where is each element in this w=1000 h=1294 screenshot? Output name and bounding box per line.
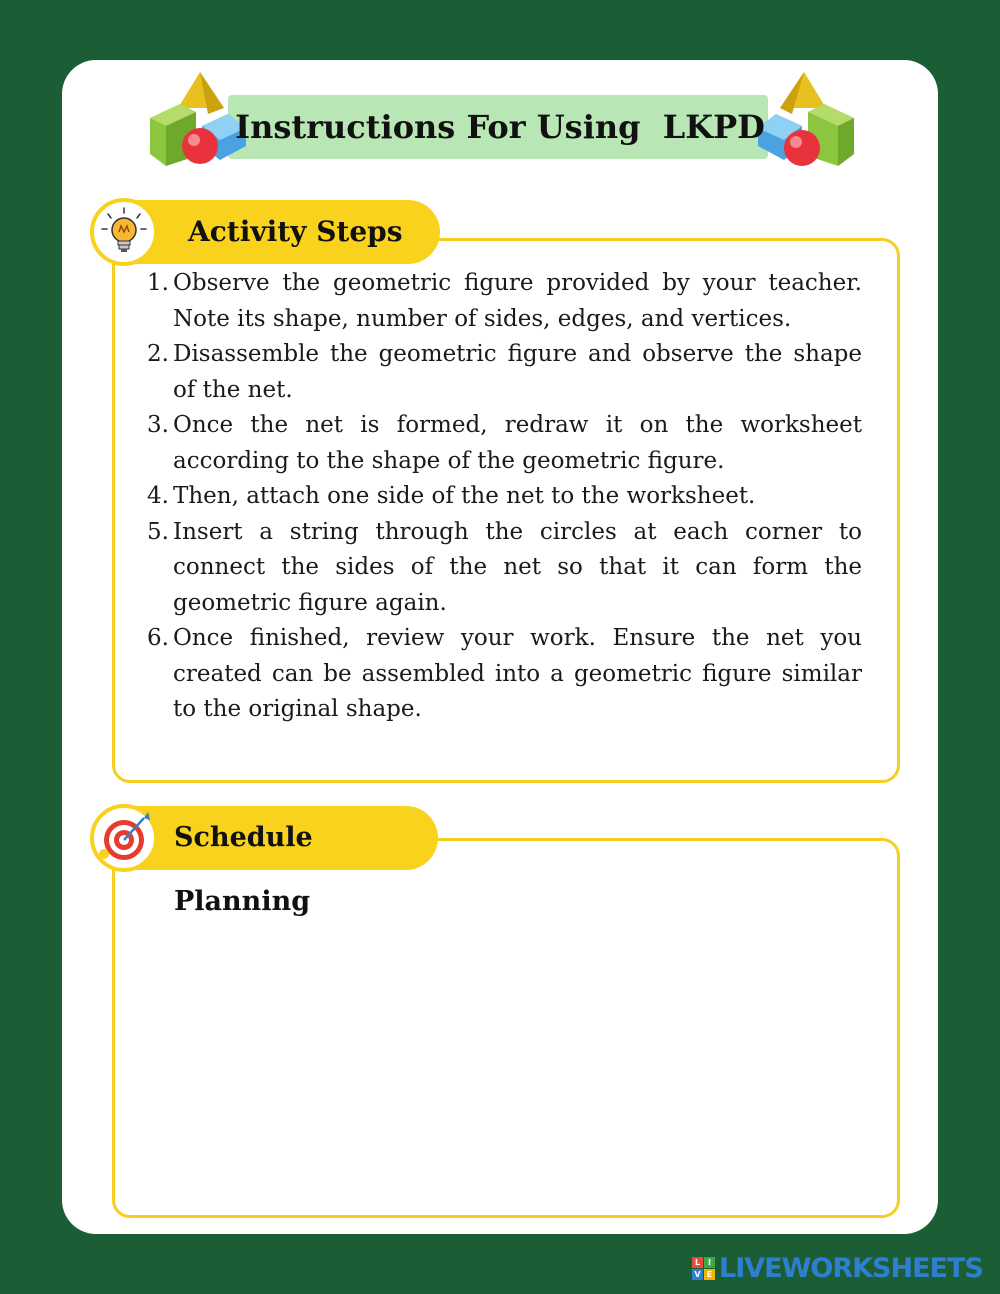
- schedule-planning-heading: Schedule Planning: [122, 806, 438, 870]
- step-text: Once the net is formed, redraw it on the worksheet according to the shape of the geometric figure.: [173, 412, 862, 474]
- step-number: 4.: [147, 483, 169, 509]
- step-number: 1.: [147, 270, 169, 296]
- step-text: Observe the geometric figure provided by your teacher. Note its shape, number of sides, edges, and vertices.: [173, 270, 862, 332]
- liveworksheets-logo-icon: L I V E: [692, 1257, 715, 1280]
- liveworksheets-brand: [692, 1253, 983, 1283]
- target-icon: [90, 804, 158, 872]
- list-item: [140, 337, 862, 408]
- step-text: Disassemble the geometric figure and observe the shape of the net.: [173, 341, 862, 403]
- step-number: 6.: [147, 625, 169, 651]
- list-item: [140, 515, 862, 622]
- activity-steps-list: [140, 266, 862, 728]
- step-text: Then, attach one side of the net to the worksheet.: [173, 483, 756, 509]
- lightbulb-icon: [90, 198, 158, 266]
- step-text: Once finished, review your work. Ensure the net you created can be assembled into a geometric figure similar to the original shape.: [173, 625, 862, 722]
- activity-steps-heading: Activity Steps: [122, 200, 440, 264]
- list-item: [140, 621, 862, 728]
- list-item: [140, 266, 862, 337]
- step-number: 3.: [147, 412, 169, 438]
- step-number: 5.: [147, 518, 169, 545]
- list-item: [140, 479, 862, 515]
- brand-name: LIVEWORKSHEETS: [719, 1252, 983, 1284]
- step-text: Insert a string through the circles at each corner to connect the sides of the net so that it can form the geometric figure again.: [173, 518, 862, 616]
- page-title: Instructions For Using LKPD: [235, 108, 765, 146]
- step-number: 2.: [147, 341, 169, 367]
- list-item: [140, 408, 862, 479]
